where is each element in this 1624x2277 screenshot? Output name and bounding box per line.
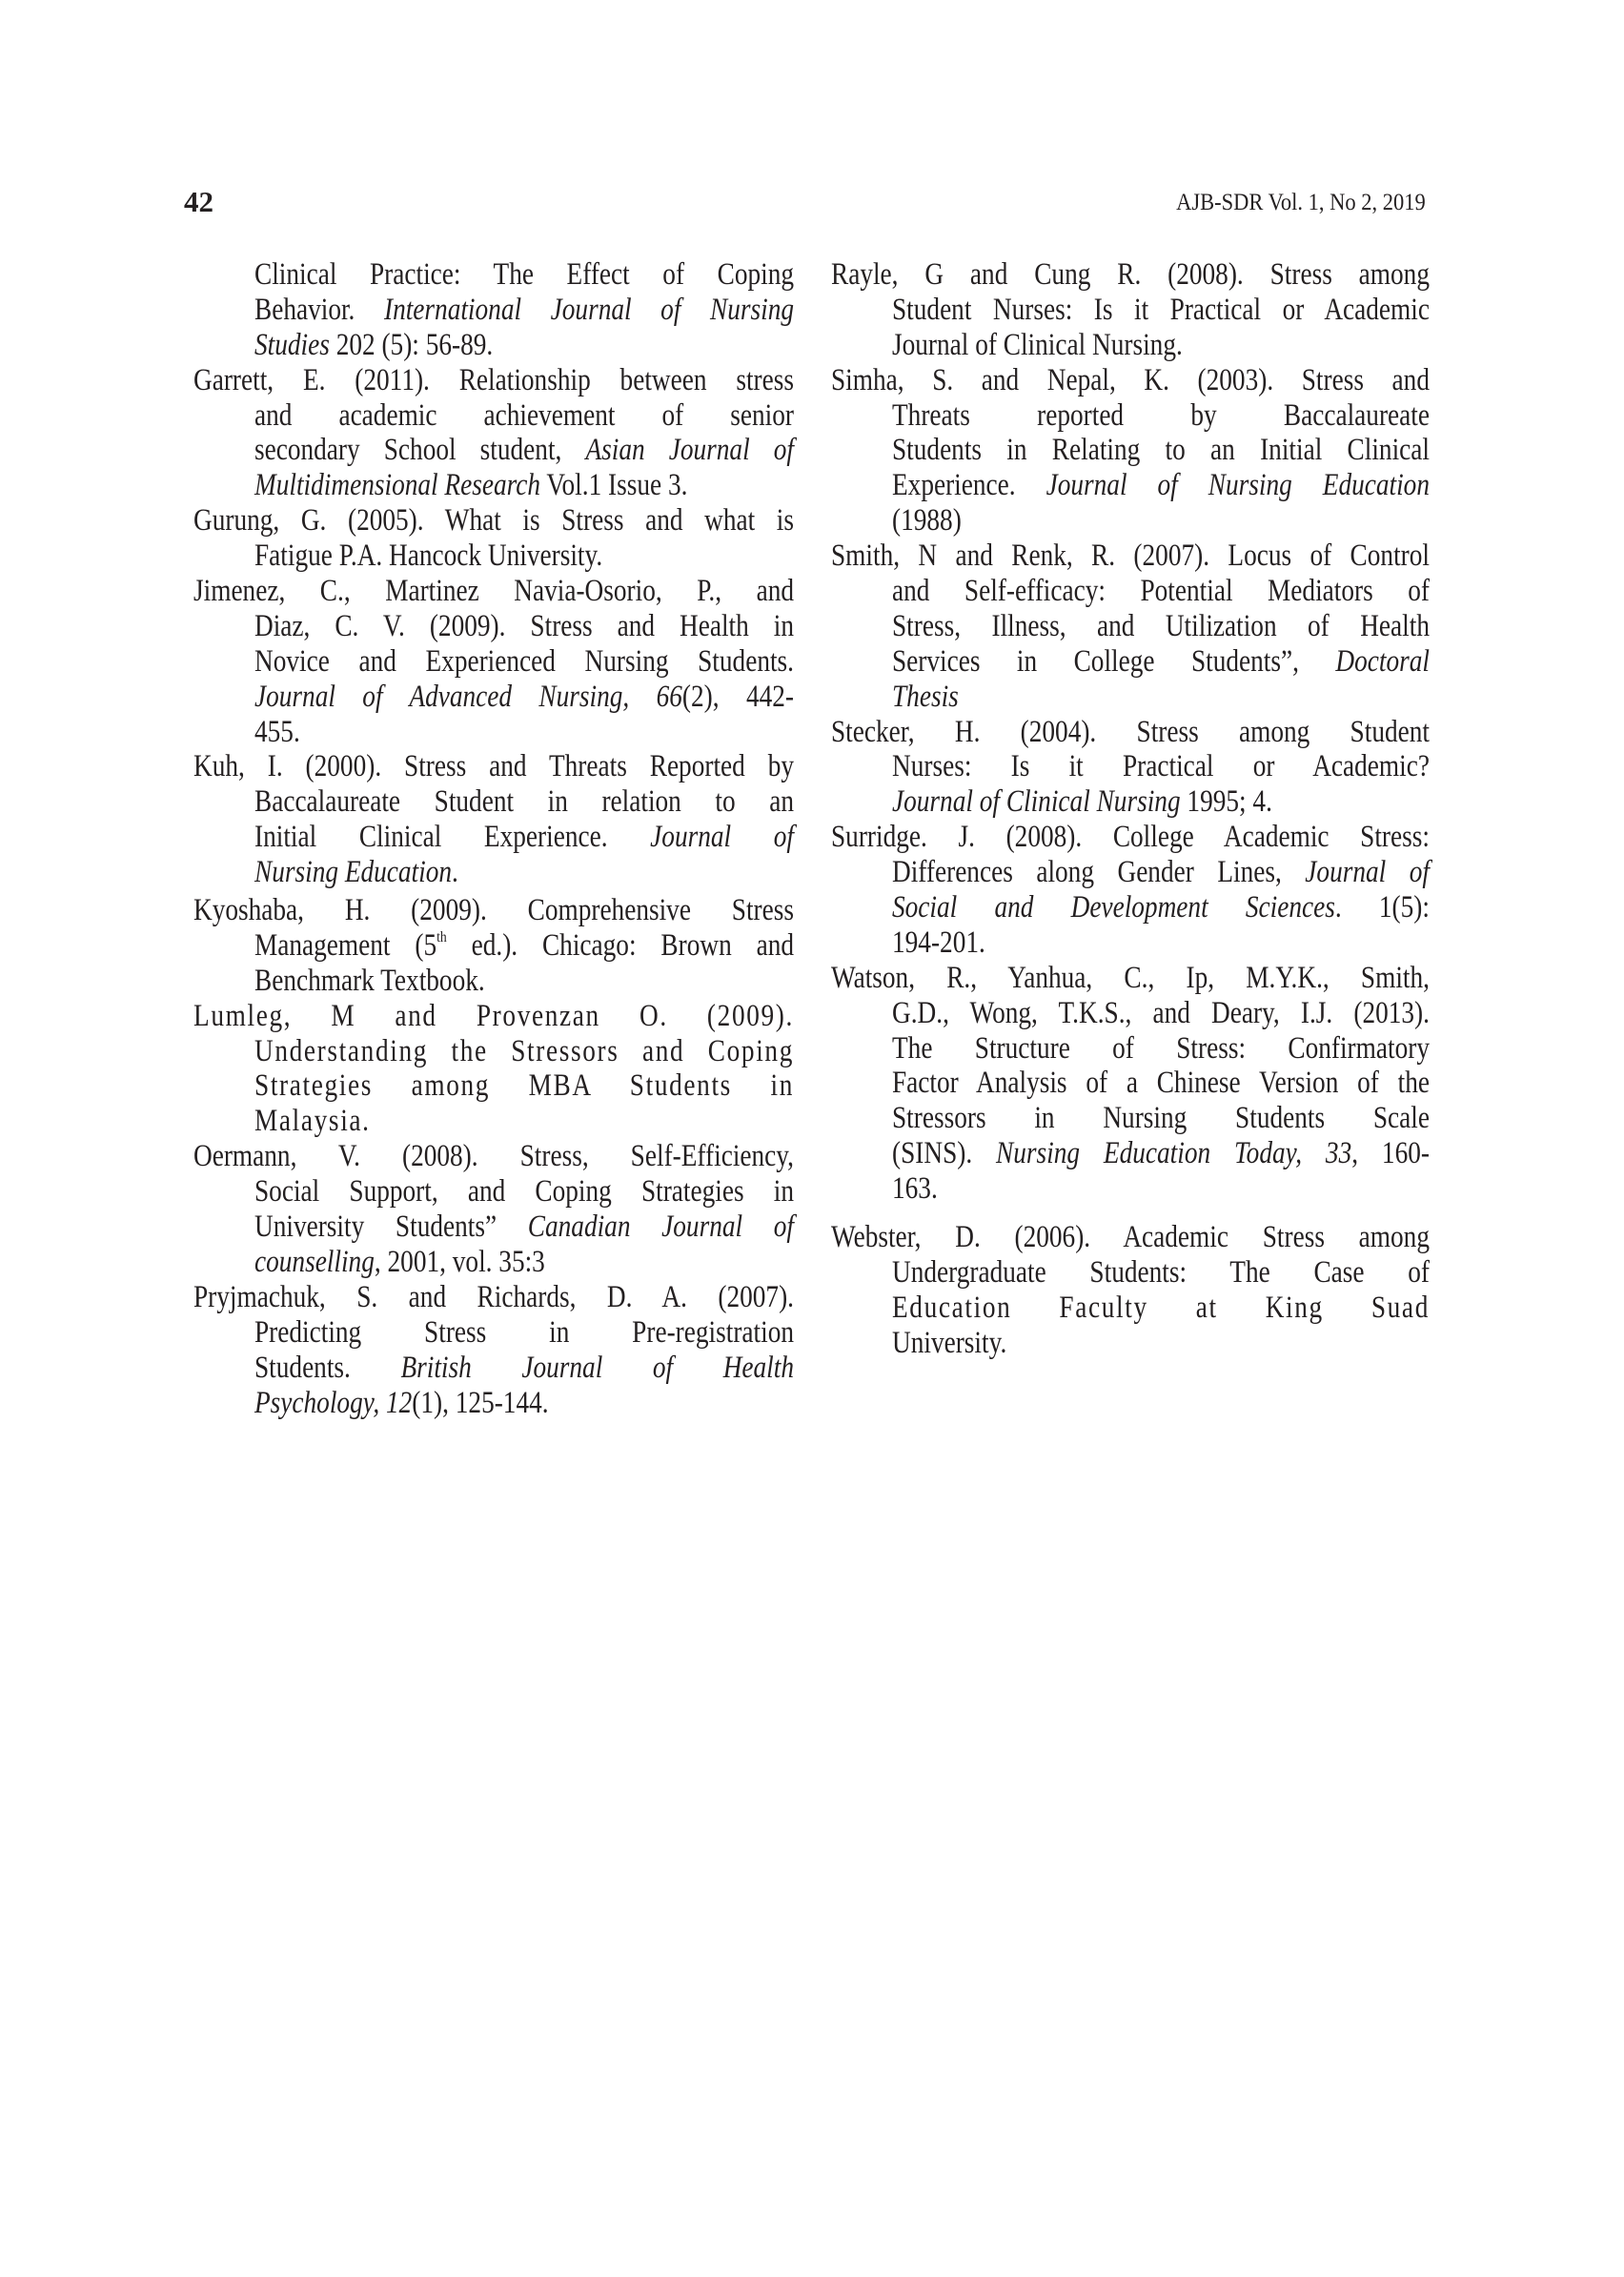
reference-line: [831, 925, 1430, 961]
reference-entry: [193, 999, 794, 1140]
reference-line: [831, 398, 1430, 434]
reference-text: Stress, Illness, and Utilization of Health: [891, 608, 1430, 643]
reference-line: [831, 1136, 1430, 1171]
italic-text: Journal of Clinical Nursing: [891, 784, 1181, 820]
reference-entry: [831, 539, 1430, 714]
reference-text: Understanding the Stressors and Coping: [254, 1033, 794, 1068]
reference-line: [193, 1315, 794, 1351]
reference-text: Services in College Students”,: [891, 643, 1336, 679]
reference-text: Management (5: [254, 927, 437, 963]
reference-line: [831, 715, 1430, 750]
reference-text: University.: [891, 1325, 1007, 1360]
reference-text: Journal of Clinical Nursing.: [891, 327, 1183, 362]
reference-text: , 2001, vol. 35:3: [374, 1244, 545, 1279]
reference-line: [831, 363, 1430, 398]
reference-entry: [193, 1139, 794, 1280]
reference-line: [831, 749, 1430, 784]
italic-text: Social and Development Sciences: [891, 890, 1335, 925]
reference-entry: [831, 363, 1430, 539]
reference-text: Initial Clinical Experience.: [254, 820, 651, 855]
reference-text: Jimenez, C., Martinez Navia-Osorio, P., and: [193, 574, 794, 609]
italic-text: Nursing Education Today, 33: [996, 1136, 1352, 1171]
reference-line: [193, 433, 794, 468]
reference-line: [193, 749, 794, 784]
reference-line: [193, 1139, 794, 1174]
reference-entry: [193, 893, 794, 999]
reference-line: [193, 999, 794, 1034]
reference-text: (1988): [891, 503, 962, 539]
reference-text: Watson, R., Yanhua, C., Ip, M.Y.K., Smith,: [831, 960, 1430, 995]
reference-line: [193, 893, 794, 928]
reference-line: [831, 644, 1430, 680]
reference-text: Students in Relating to an Initial Clinical: [891, 433, 1430, 468]
reference-line: [193, 644, 794, 680]
reference-line: [831, 1220, 1430, 1255]
italic-text: Canadian Journal of: [527, 1210, 794, 1245]
reference-text: Kuh, I. (2000). Stress and Threats Reported by: [193, 749, 794, 784]
reference-line: [193, 363, 794, 398]
reference-line: [193, 328, 794, 363]
italic-text: counselling: [254, 1244, 375, 1279]
reference-line: [193, 257, 794, 293]
reference-text: Webster, D. (2006). Academic Stress among: [831, 1220, 1430, 1255]
reference-line: [831, 680, 1430, 715]
reference-line: [193, 1280, 794, 1315]
reference-line: [831, 257, 1430, 293]
reference-text: Stecker, H. (2004). Stress among Student: [831, 714, 1430, 749]
italic-text: Psychology, 12: [254, 1385, 413, 1420]
reference-text: University Students”: [254, 1210, 528, 1245]
reference-entry: [831, 715, 1430, 821]
reference-entry: [193, 574, 794, 749]
reference-text: Clinical Practice: The Effect of Coping: [254, 257, 794, 292]
reference-line: [193, 784, 794, 820]
reference-line: [831, 1031, 1430, 1067]
references-left-column: [193, 257, 794, 1420]
reference-line: [831, 468, 1430, 503]
reference-line: [831, 1291, 1430, 1326]
reference-text: Stressors in Nursing Students Scale: [891, 1101, 1430, 1136]
italic-text: Multidimensional Research: [254, 468, 540, 503]
reference-line: [831, 855, 1430, 890]
reference-text: Factor Analysis of a Chinese Version of the: [891, 1066, 1430, 1101]
reference-text: Vol.1 Issue 3.: [539, 468, 688, 503]
reference-line: [831, 1066, 1430, 1101]
reference-line: [831, 1326, 1430, 1361]
reference-text: ed.). Chicago: Brown and: [446, 927, 795, 963]
reference-text: Gurung, G. (2005). What is Stress and what is: [193, 503, 794, 539]
reference-text: .: [452, 855, 458, 890]
reference-text: , 160-: [1351, 1136, 1430, 1171]
reference-line: [193, 715, 794, 750]
reference-text: Malaysia.: [254, 1104, 371, 1139]
reference-text: Fatigue P.A. Hancock University.: [254, 539, 603, 574]
italic-text: Doctoral: [1335, 643, 1430, 679]
reference-text: 194-201.: [891, 925, 985, 960]
reference-text: and Self-efficacy: Potential Mediators of: [891, 574, 1430, 609]
reference-text: (2), 442-: [681, 679, 794, 714]
reference-entry: [193, 257, 794, 363]
reference-entry: [193, 749, 794, 890]
reference-line: [193, 1068, 794, 1104]
reference-line: [831, 784, 1430, 820]
reference-text: (SINS).: [891, 1136, 997, 1171]
reference-line: [193, 1210, 794, 1245]
reference-line: [831, 820, 1430, 855]
reference-text: 163.: [891, 1171, 938, 1207]
reference-text: . 1(5):: [1334, 890, 1430, 925]
reference-text: Oermann, V. (2008). Stress, Self-Efficiency,: [193, 1139, 794, 1174]
reference-line: [831, 609, 1430, 644]
references-right-column: [831, 257, 1430, 1361]
reference-text: 1995; 4.: [1180, 784, 1272, 820]
reference-line: [831, 996, 1430, 1031]
reference-text: Novice and Experienced Nursing Students.: [254, 643, 794, 679]
reference-text: Simha, S. and Nepal, K. (2003). Stress and: [831, 362, 1430, 397]
reference-text: 202 (5): 56-89.: [329, 327, 494, 362]
reference-text: Differences along Gender Lines,: [891, 855, 1306, 890]
reference-text: Diaz, C. V. (2009). Stress and Health in: [254, 608, 794, 643]
italic-text: Journal of Nursing Education: [1045, 468, 1430, 503]
reference-text: Surridge. J. (2008). College Academic Stress:: [831, 820, 1430, 855]
reference-entry: [831, 820, 1430, 961]
reference-line: [831, 433, 1430, 468]
reference-text: Nurses: Is it Practical or Academic?: [891, 749, 1430, 784]
italic-text: British Journal of Health: [400, 1350, 794, 1385]
reference-text: Threats reported by Baccalaureate: [891, 397, 1430, 433]
reference-text: Students.: [254, 1350, 401, 1385]
reference-text: Experience.: [891, 468, 1046, 503]
reference-line: [831, 1101, 1430, 1136]
reference-text: Undergraduate Students: The Case of: [891, 1254, 1430, 1290]
italic-text: Thesis: [891, 679, 959, 714]
reference-line: [831, 539, 1430, 574]
reference-text: (1), 125-144.: [412, 1385, 549, 1420]
reference-line: [831, 1171, 1430, 1207]
reference-line: [193, 1386, 794, 1421]
reference-line: [193, 928, 794, 964]
reference-text: Benchmark Textbook.: [254, 963, 485, 998]
reference-entry: [831, 257, 1430, 363]
reference-line: [193, 539, 794, 574]
superscript-text: th: [436, 928, 447, 946]
reference-text: The Structure of Stress: Confirmatory: [891, 1030, 1430, 1066]
reference-line: [193, 609, 794, 644]
reference-entry: [831, 961, 1430, 1207]
italic-text: Asian Journal of: [585, 433, 794, 468]
italic-text: Journal of Advanced Nursing, 66: [254, 679, 682, 714]
reference-text: Smith, N and Renk, R. (2007). Locus of Control: [831, 539, 1430, 574]
reference-line: [193, 398, 794, 434]
reference-line: [193, 964, 794, 999]
reference-text: Behavior.: [254, 292, 384, 327]
italic-text: Studies: [254, 327, 330, 362]
italic-text: Nursing Education: [254, 855, 453, 890]
italic-text: International Journal of Nursing: [383, 292, 794, 327]
reference-line: [831, 503, 1430, 539]
page-number: 42: [184, 185, 213, 218]
reference-line: [193, 503, 794, 539]
reference-line: [193, 293, 794, 328]
reference-line: [831, 293, 1430, 328]
reference-line: [831, 890, 1430, 925]
reference-entry: [193, 363, 794, 504]
references-left-list: [193, 257, 794, 1420]
italic-text: Journal of: [650, 820, 794, 855]
references-right-list: [831, 257, 1430, 1361]
reference-entry: [831, 1220, 1430, 1361]
running-head: AJB-SDR Vol. 1, No 2, 2019: [1176, 190, 1426, 215]
reference-line: [831, 574, 1430, 609]
reference-text: Lumleg, M and Provenzan O. (2009).: [193, 998, 794, 1033]
reference-text: Strategies among MBA Students in: [254, 1068, 794, 1104]
reference-line: [831, 328, 1430, 363]
reference-text: Education Faculty at King Suad: [891, 1290, 1430, 1325]
reference-entry: [193, 503, 794, 574]
reference-text: Pryjmachuk, S. and Richards, D. A. (2007).: [193, 1279, 794, 1314]
reference-text: Rayle, G and Cung R. (2008). Stress among: [831, 257, 1430, 292]
reference-line: [193, 1245, 794, 1280]
reference-line: [193, 820, 794, 855]
reference-line: [193, 468, 794, 503]
reference-line: [193, 1351, 794, 1386]
reference-line: [831, 961, 1430, 996]
italic-text: Journal of: [1305, 855, 1430, 890]
reference-text: 455.: [254, 714, 300, 749]
reference-text: Social Support, and Coping Strategies in: [254, 1174, 794, 1210]
reference-line: [831, 1255, 1430, 1291]
reference-line: [193, 680, 794, 715]
reference-text: and academic achievement of senior: [254, 397, 794, 433]
reference-line: [193, 1104, 794, 1139]
reference-text: G.D., Wong, T.K.S., and Deary, I.J. (2013).: [891, 995, 1430, 1030]
reference-text: Garrett, E. (2011). Relationship between stress: [193, 362, 794, 397]
reference-text: Student Nurses: Is it Practical or Academic: [891, 292, 1430, 327]
reference-line: [193, 1034, 794, 1069]
reference-line: [193, 855, 794, 890]
reference-text: Kyoshaba, H. (2009). Comprehensive Stress: [193, 893, 794, 928]
reference-text: Predicting Stress in Pre-registration: [254, 1314, 794, 1350]
reference-line: [193, 574, 794, 609]
reference-entry: [193, 1280, 794, 1421]
reference-line: [193, 1174, 794, 1210]
reference-text: secondary School student,: [254, 433, 586, 468]
reference-text: Baccalaureate Student in relation to an: [254, 784, 794, 820]
